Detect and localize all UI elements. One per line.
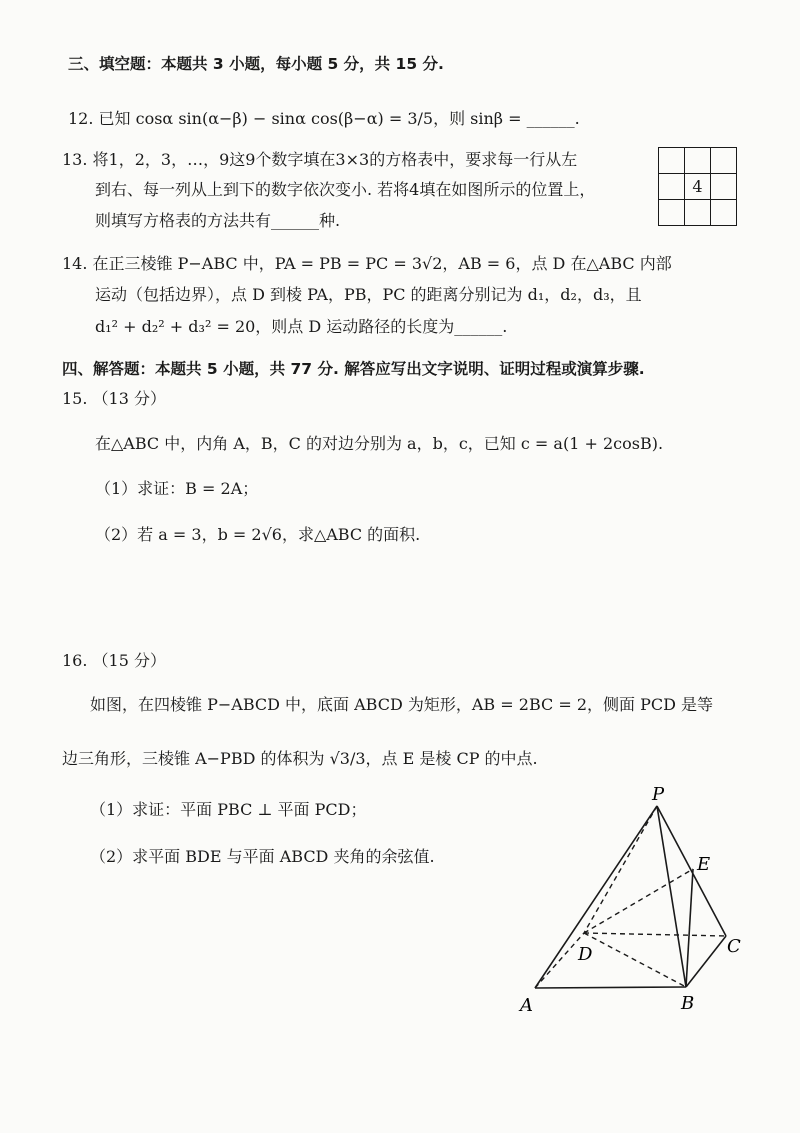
- edge-be: [686, 869, 693, 987]
- label-e: E: [697, 854, 711, 875]
- edge-pa: [535, 806, 657, 988]
- question-16-title: 16. （15 分）: [62, 651, 166, 670]
- question-13-line-2: 到右、每一列从上到下的数字依次变小. 若将4填在如图所示的位置上，: [95, 180, 596, 199]
- label-p: P: [652, 784, 665, 805]
- grid-cell: 4: [685, 174, 711, 200]
- question-13-line-1: 13. 将1，2，3，…，9这9个数字填在3×3的方格表中，要求每一行从左: [62, 150, 578, 169]
- label-b: B: [681, 993, 695, 1014]
- edge-ad: [535, 933, 584, 988]
- question-15-title: 15. （13 分）: [62, 389, 166, 408]
- question-15-part-1: （1）求证：B = 2A；: [95, 479, 259, 498]
- label-c: C: [727, 936, 741, 957]
- section-4-heading: 四、解答题：本题共 5 小题，共 77 分. 解答应写出文字说明、证明过程或演算步骤.: [62, 360, 645, 378]
- question-14-line-3: d₁² + d₂² + d₃² = 20，则点 D 运动路径的长度为______.: [95, 317, 508, 336]
- edge-db: [584, 933, 686, 987]
- label-d: D: [578, 944, 593, 965]
- section-3-heading: 三、填空题：本题共 3 小题，每小题 5 分，共 15 分.: [68, 55, 444, 73]
- edge-bc: [686, 936, 726, 987]
- question-14-line-1: 14. 在正三棱锥 P−ABC 中，PA = PB = PC = 3√2，AB = 6，点 D 在△ABC 内部: [62, 254, 672, 273]
- edge-de: [584, 869, 693, 933]
- question-14-line-2: 运动（包括边界），点 D 到棱 PA，PB，PC 的距离分别记为 d₁，d₂，d₃，且: [95, 285, 642, 304]
- question-15-part-2: （2）若 a = 3，b = 2√6，求△ABC 的面积.: [95, 525, 421, 544]
- edge-dc: [584, 933, 726, 936]
- question-16-line-2: 边三角形，三棱锥 A−PBD 的体积为 √3/3，点 E 是棱 CP 的中点.: [62, 749, 538, 768]
- question-13-line-3: 则填写方格表的方法共有______种.: [95, 211, 341, 230]
- edge-ab: [535, 987, 686, 988]
- question-16-part-1: （1）求证：平面 PBC ⊥ 平面 PCD；: [90, 800, 367, 819]
- edge-pd: [584, 806, 657, 933]
- label-a: A: [520, 995, 533, 1016]
- question-12: 12. 已知 cosα sin(α−β) − sinα cos(β−α) = 3/5，则 sinβ = ______.: [68, 109, 580, 128]
- question-15-stem: 在△ABC 中，内角 A，B，C 的对边分别为 a，b，c，已知 c = a(1 + 2cosB).: [95, 434, 664, 453]
- question-16-part-2: （2）求平面 BDE 与平面 ABCD 夹角的余弦值.: [90, 847, 435, 866]
- question-16-line-1: 如图，在四棱锥 P−ABCD 中，底面 ABCD 为矩形，AB = 2BC = 2，侧面 PCD 是等: [90, 695, 714, 714]
